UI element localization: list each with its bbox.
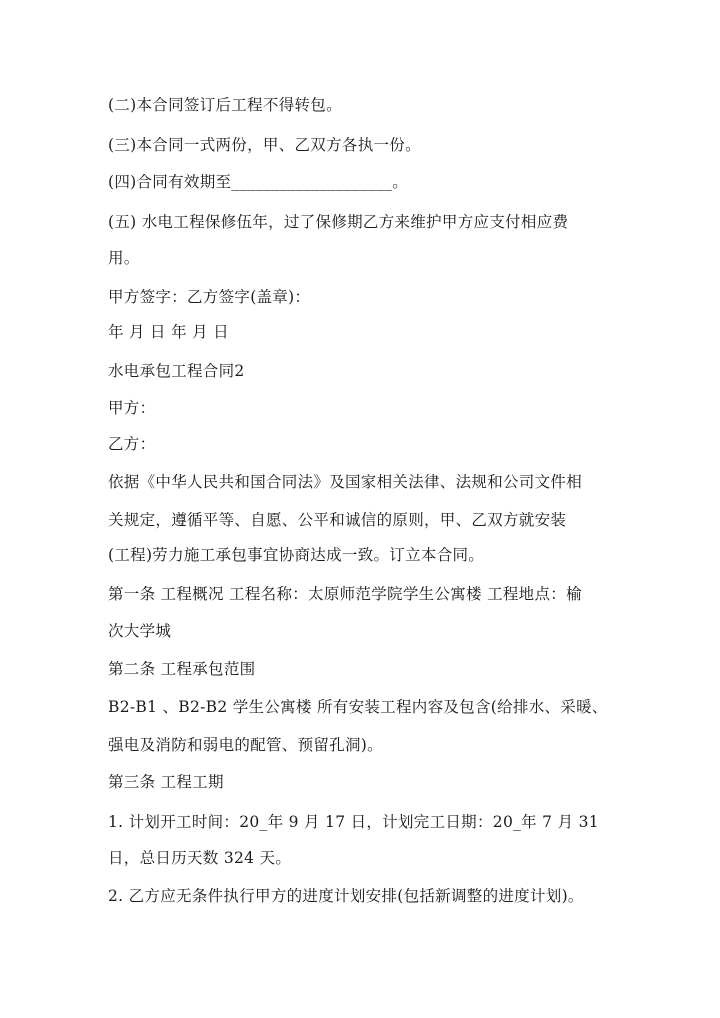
contract-2-title: 水电承包工程合同2 (108, 362, 245, 380)
preamble-line-3: (工程)劳力施工承包事宜协商达成一致。订立本合同。 (108, 546, 485, 564)
article-1-overview-cont: 次大学城 (108, 622, 172, 640)
article-3-heading: 第三条 工程工期 (108, 773, 224, 791)
party-a: 甲方： (108, 399, 156, 417)
signature-line: 甲方签字：乙方签字(盖章)： (108, 288, 311, 306)
article-2-scope: B2-B1 、B2-B2 学生公寓楼 所有安装工程内容及包含(给排水、采暖、 (108, 698, 608, 716)
article-3-item-1: 1. 计划开工时间：20_年 9 月 17 日，计划完工日期：20_年 7 月 31 (108, 813, 599, 831)
article-3-item-1-cont: 日，总日历天数 324 天。 (108, 849, 292, 867)
clause-4-validity: (四)合同有效期至____________________。 (108, 173, 409, 191)
clause-5-warranty: (五) 水电工程保修伍年，过了保修期乙方来维护甲方应支付相应费 (108, 213, 569, 231)
date-line: 年 月 日 年 月 日 (108, 323, 229, 341)
article-2-scope-cont: 强电及消防和弱电的配管、预留孔洞)。 (108, 736, 383, 754)
article-1-overview: 第一条 工程概况 工程名称：太原师范学院学生公寓楼 工程地点：榆 (108, 585, 582, 603)
party-b: 乙方： (108, 435, 156, 453)
clause-2-no-subcontract: (二)本合同签订后工程不得转包。 (108, 96, 342, 114)
preamble-line-1: 依据《中华人民共和国合同法》及国家相关法律、法规和公司文件相 (108, 473, 583, 491)
clause-3-copies: (三)本合同一式两份，甲、乙双方各执一份。 (108, 136, 421, 154)
preamble-line-2: 关规定，遵循平等、自愿、公平和诚信的原则，甲、乙双方就安装 (108, 511, 567, 529)
clause-5-warranty-cont: 用。 (108, 249, 140, 267)
article-2-heading: 第二条 工程承包范围 (108, 660, 256, 678)
article-3-item-2: 2. 乙方应无条件执行甲方的进度计划安排(包括新调整的进度计划)。 (108, 887, 584, 905)
